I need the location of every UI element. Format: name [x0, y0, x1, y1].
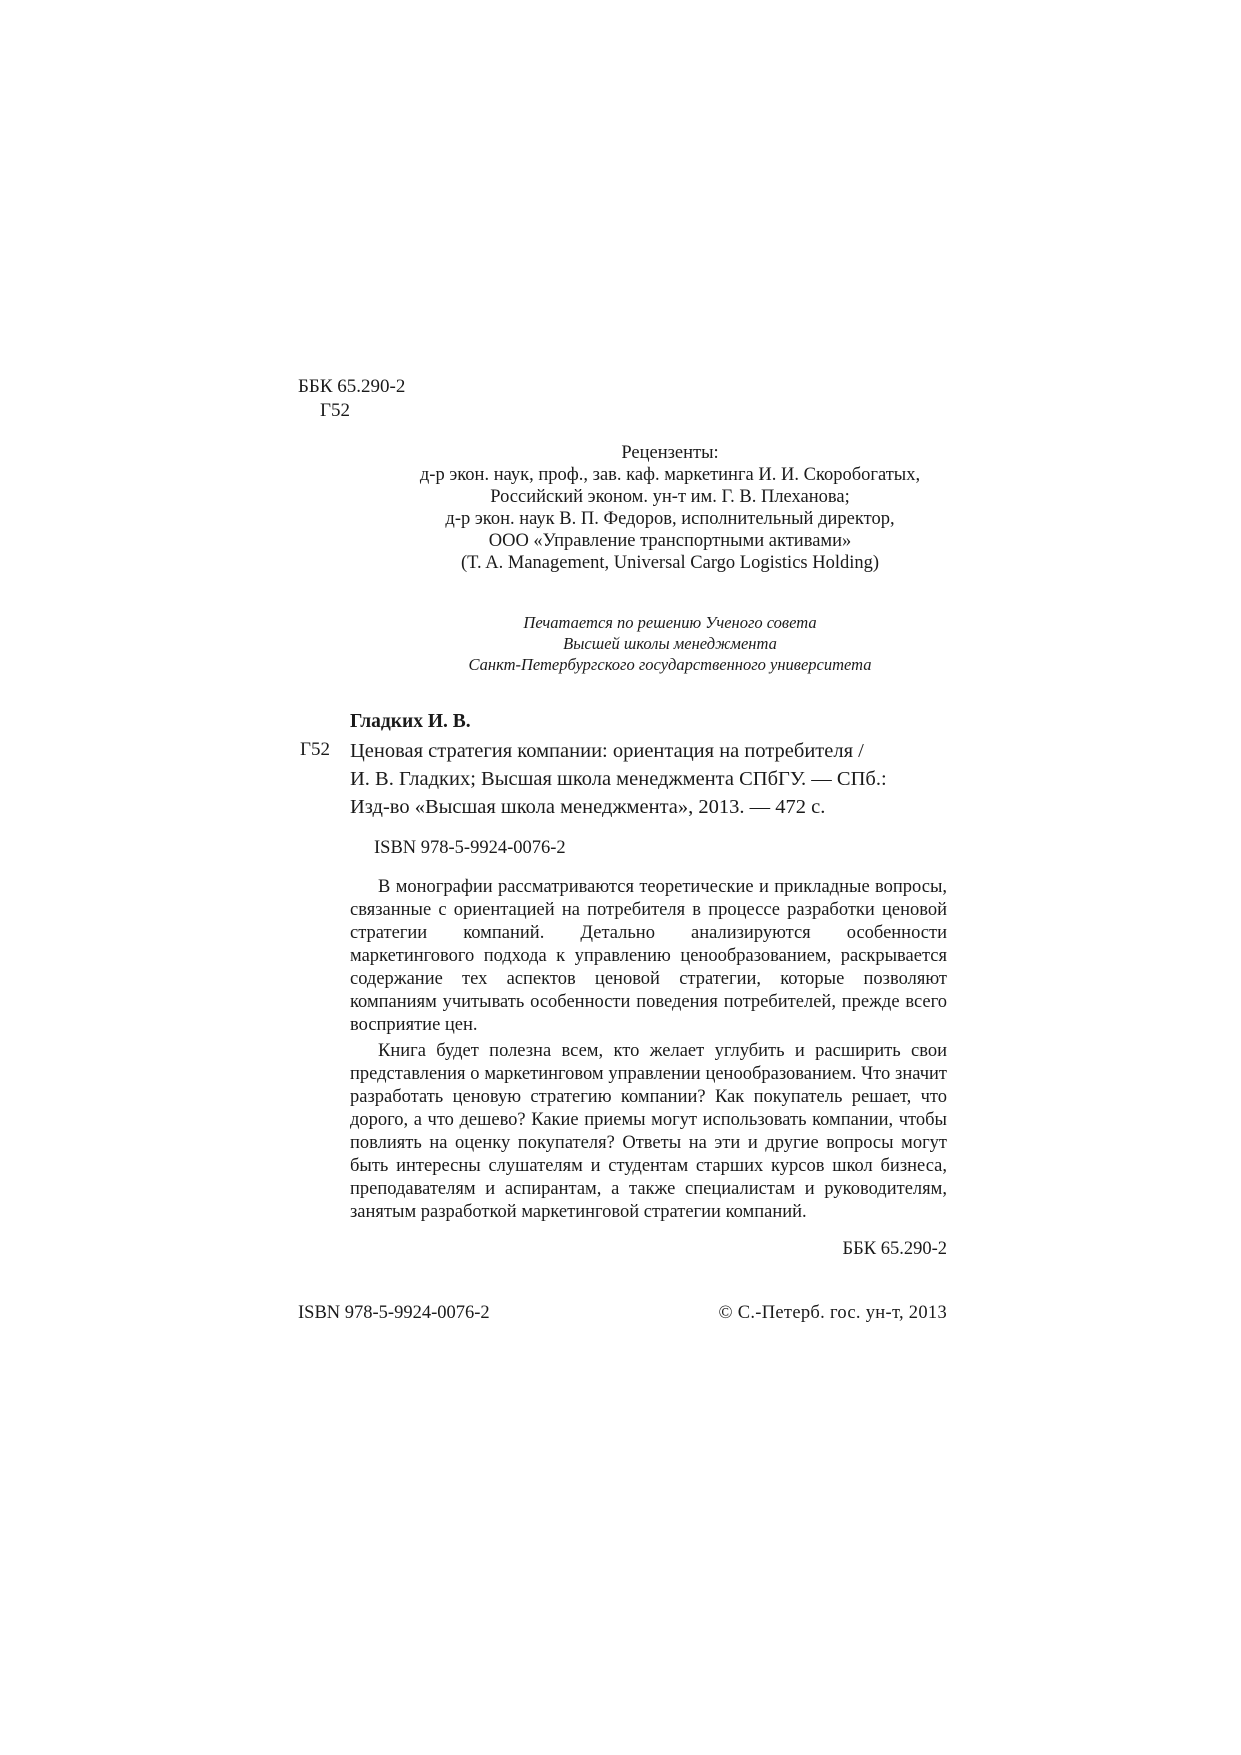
citation-line: Ценовая стратегия компании: ориентация на потребителя / — [350, 740, 864, 762]
reviewer-line: Российский эконом. ун-т им. Г. В. Плеханова; — [490, 487, 850, 507]
bbk-code-end: ББК 65.290-2 — [842, 1239, 947, 1259]
bibliographic-citation — [350, 737, 947, 821]
reviewer-line: д-р экон. наук, проф., зав. каф. маркетинга И. И. Скоробогатых, — [419, 465, 921, 485]
reviewer-line: д-р экон. наук В. П. Федоров, исполнительный директор, — [445, 509, 895, 529]
approval-line: Высшей школы менеджмента — [563, 634, 777, 653]
author-mark-side: Г52 — [300, 739, 330, 760]
citation-line: И. В. Гладких; Высшая школа менеджмента СПбГУ. — СПб.: — [350, 768, 887, 790]
annotation-paragraph: Книга будет полезна всем, кто желает углубить и расширить свои представления о маркетинговом управлении ценообразованием. Что значит разработать ценовую стратегию компании? Как покупатель решает, что дорого, а что дешево? Какие приемы могут использовать компании, чтобы повлиять на оценку покупателя? Ответы на эти и другие вопросы могут быть интересны слушателям и студентам старших курсов школ бизнеса, преподавателям и аспирантам, а также специалистам и руководителям, занятым разработкой маркетинговой стратегии компаний. — [350, 1041, 947, 1222]
reviewers-heading: Рецензенты: — [621, 443, 719, 463]
isbn-citation: ISBN 978-5-9924-0076-2 — [374, 838, 566, 858]
annotation — [350, 876, 947, 1224]
author-heading: Гладких И. В. — [350, 711, 471, 732]
classification-block — [298, 375, 405, 423]
reviewers-block — [300, 442, 1040, 574]
citation-line: Изд-во «Высшая школа менеджмента», 2013. — 472 с. — [350, 796, 826, 818]
annotation-paragraph: В монографии рассматриваются теоретические и прикладные вопросы, связанные с ориентацией на потребителя в процессе разработки ценовой стратегии компаний. Детально анализируются особенности маркетингового подхода к управлению ценообразованием, раскрывается содержание тех аспектов ценовой стратегии, которые позволяют компаниям учитывать особенности поведения потребителей, прежде всего восприятие цен. — [350, 877, 947, 1035]
reviewer-line: ООО «Управление транспортными активами» — [488, 531, 852, 551]
author-mark: Г52 — [320, 400, 350, 421]
approval-line: Печатается по решению Ученого совета — [523, 613, 817, 632]
reviewer-line: (T. A. Management, Universal Cargo Logistics Holding) — [460, 553, 880, 573]
isbn-footer: ISBN 978-5-9924-0076-2 — [298, 1303, 490, 1323]
approval-line: Санкт-Петербургского государственного университета — [468, 655, 872, 674]
approval-note — [300, 612, 1040, 675]
bbk-code: ББК 65.290-2 — [298, 376, 406, 397]
copyright-notice: © С.-Петерб. гос. ун-т, 2013 — [718, 1303, 947, 1323]
